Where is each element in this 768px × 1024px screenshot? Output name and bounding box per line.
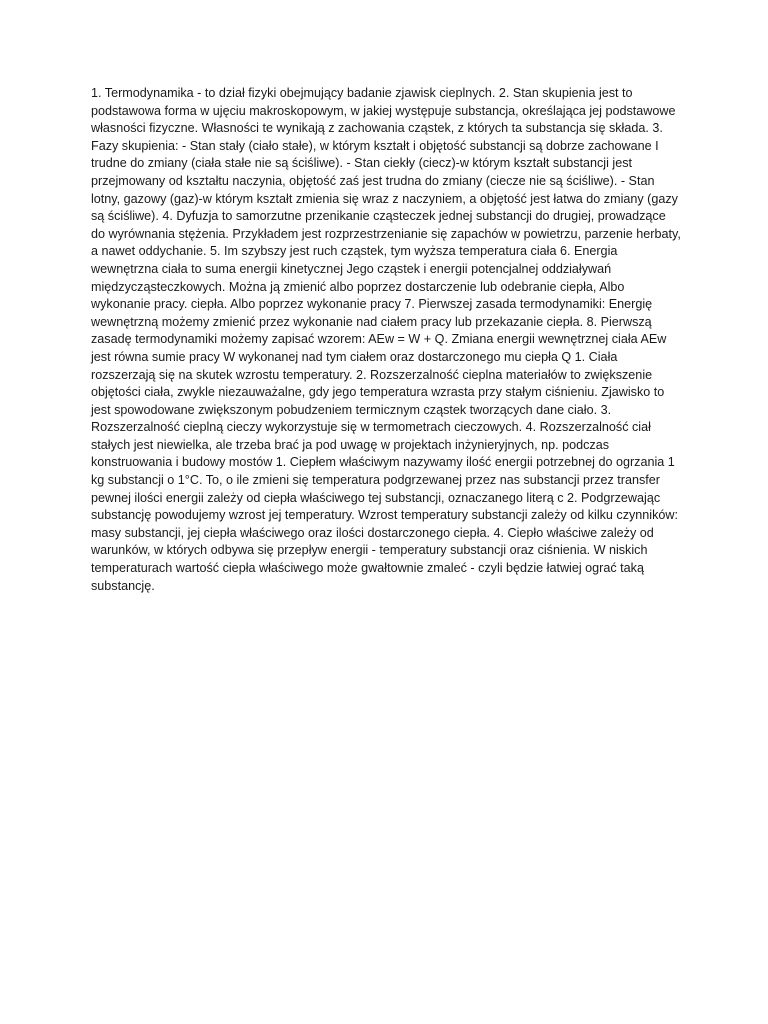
document-body-text: 1. Termodynamika - to dział fizyki obejmujący badanie zjawisk cieplnych. 2. Stan skupienia jest to podstawowa forma w ujęciu makroskopowym, w jakiej występuje substancja, określająca jej podstawowe własności fizyczne. Własności te wynikają z zachowania cząstek, z których ta substancja się składa. 3. Fazy skupienia: - Stan stały (ciało stałe), w którym kształt i objętość substancji są dobrze zachowane I trudne do zmiany (ciała stałe nie są ściśliwe). - Stan ciekły (ciecz)-w którym kształt substancji jest przejmowany od kształtu naczynia, objętość zaś jest trudna do zmiany (ciecze nie są ściśliwe). - Stan lotny, gazowy (gaz)-w którym kształt zmienia się wraz z naczyniem, a objętość jest łatwa do zmiany (gazy są ściśliwe). 4. Dyfuzja to samorzutne przenikanie cząsteczek jednej substancji do drugiej, prowadzące do wyrównania stężenia. Przykładem jest rozprzestrzenianie się zapachów w powietrzu, parzenie herbaty, a nawet oddychanie. 5. Im szybszy jest ruch cząstek, tym wyższa temperatura ciała 6. Energia wewnętrzna ciała to suma energii kinetycznej Jego cząstek i energii potencjalnej oddziaływań międzycząsteczkowych. Można ją zmienić albo poprzez dostarczenie lub odebranie ciepła, Albo wykonanie pracy. ciepła. Albo poprzez wykonanie pracy 7. Pierwszej zasada termodynamiki: Energię wewnętrzną możemy zmienić przez wykonanie nad ciałem pracy lub przekazanie ciepła. 8. Pierwszą zasadę termodynamiki możemy zapisać wzorem: AEw = W + Q. Zmiana energii wewnętrznej ciała AEw jest równa sumie pracy W wykonanej nad tym ciałem oraz dostarczonego mu ciepła Q 1. Ciała rozszerzają się na skutek wzrostu temperatury. 2. Rozszerzalność cieplna materiałów to zwiększenie objętości ciała, zwykle niezauważalne, gdy jego temperatura wzrasta przy stałym ciśnieniu. Zjawisko to jest spowodowane zwiększonym pobudzeniem termicznym cząstek tworzących dane ciało. 3. Rozszerzalność cieplną cieczy wykorzystuje się w termometrach cieczowych. 4. Rozszerzalność ciał stałych jest niewielka, ale trzeba brać ja pod uwagę w projektach inżynieryjnych, np. podczas konstruowania i budowy mostów 1. Ciepłem właściwym nazywamy ilość energii potrzebnej do ogrzania 1 kg substancji o 1°C. To, o ile zmieni się temperatura podgrzewanej przez nas substancji przez transfer pewnej ilości energii zależy od ciepła właściwego tej substancji, oznaczanego literą c 2. Podgrzewając substancję powodujemy wzrost jej temperatury. Wzrost temperatury substancji zależy od kilku czynników: masy substancji, jej ciepła właściwego oraz ilości dostarczonego ciepła. 4. Ciepło właściwe zależy od warunków, w których odbywa się przepływ energii - temperatury substancji oraz ciśnienia. W niskich temperaturach wartość ciepła właściwego może gwałtownie zmaleć - czyli będzie łatwiej ograć taką substancję.	[91, 86, 681, 593]
